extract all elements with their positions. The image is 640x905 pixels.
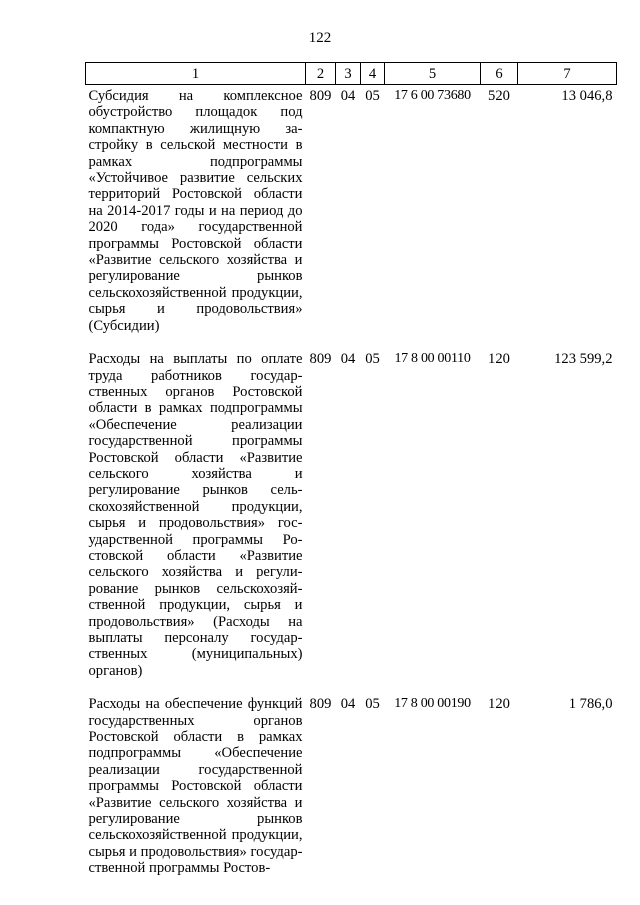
- row-section-code: 04: [340, 88, 356, 104]
- header-col-7: 7: [518, 63, 617, 85]
- row-description: Расходы на обеспечение функций государственных органов Ростовской области в рамках подпрограммы «Обеспечение реализации государственной программы Ростовской области «Развитие сельского хозяйства и регулирование рынков сельскохозяйственной продукции, сырья и продовольствия» государственной программы Ростов-: [88, 696, 303, 877]
- row-amount: 1 786,0: [568, 696, 613, 713]
- row-subsection-code: 05: [365, 351, 380, 368]
- row-ministry-code: 809: [309, 351, 332, 368]
- header-col-4: 4: [361, 63, 385, 85]
- row-expense-type: 120: [488, 696, 510, 713]
- table-row: [86, 693, 617, 890]
- header-col-6: 6: [481, 63, 518, 85]
- row-ministry-code: 809: [309, 88, 332, 104]
- header-col-2: 2: [306, 63, 336, 85]
- header-col-5: 5: [385, 63, 481, 85]
- row-section-code: 04: [340, 696, 356, 713]
- row-amount: 123 599,2: [554, 351, 613, 368]
- budget-table: [85, 62, 617, 891]
- row-description: Субсидия на комплексное обустройство площадок под компактную жилищную застройку в сельской местности в рамках подпрограммы «Устойчивое развитие сельских территорий Ростовской области на 2014-2017 годы и на период до 2020 года» государственной программы Ростовской области «Развитие сельского хозяйства и регулирование рынков сельскохозяйственной продукции, сырья и продовольствия» (Субсидии): [88, 88, 303, 334]
- row-amount: 13 046,8: [561, 88, 613, 104]
- row-target-article: 17 8 00 00190: [394, 696, 471, 712]
- header-col-1: 1: [86, 63, 306, 85]
- row-subsection-code: 05: [365, 696, 380, 713]
- header-col-3: 3: [336, 63, 361, 85]
- page-number: 122: [308, 30, 332, 46]
- header-row: [86, 63, 617, 85]
- table-row: [86, 348, 617, 693]
- row-subsection-code: 05: [365, 88, 380, 104]
- row-description: Расходы на выплаты по оплате труда работников государственных органов Ростовской области в рамках подпрограммы «Обеспечение реализации государственной программы Ростовской области «Развитие сельского хозяйства и регулирование рынков сельскохозяйственной продукции, сырья и продовольствия» государственной программы Ростовской области «Развитие сельского хозяйства и регулирование рынков сельскохозяйственной продукции, сырья и продовольствия» (Расходы на выплаты персоналу государственных (муниципальных) органов): [88, 351, 303, 679]
- row-target-article: 17 8 00 00110: [394, 351, 471, 367]
- row-expense-type: 120: [488, 351, 510, 368]
- row-target-article: 17 6 00 73680: [394, 88, 471, 103]
- row-expense-type: 520: [488, 88, 510, 104]
- table-row: [86, 85, 617, 349]
- row-ministry-code: 809: [309, 696, 332, 713]
- row-section-code: 04: [340, 351, 356, 368]
